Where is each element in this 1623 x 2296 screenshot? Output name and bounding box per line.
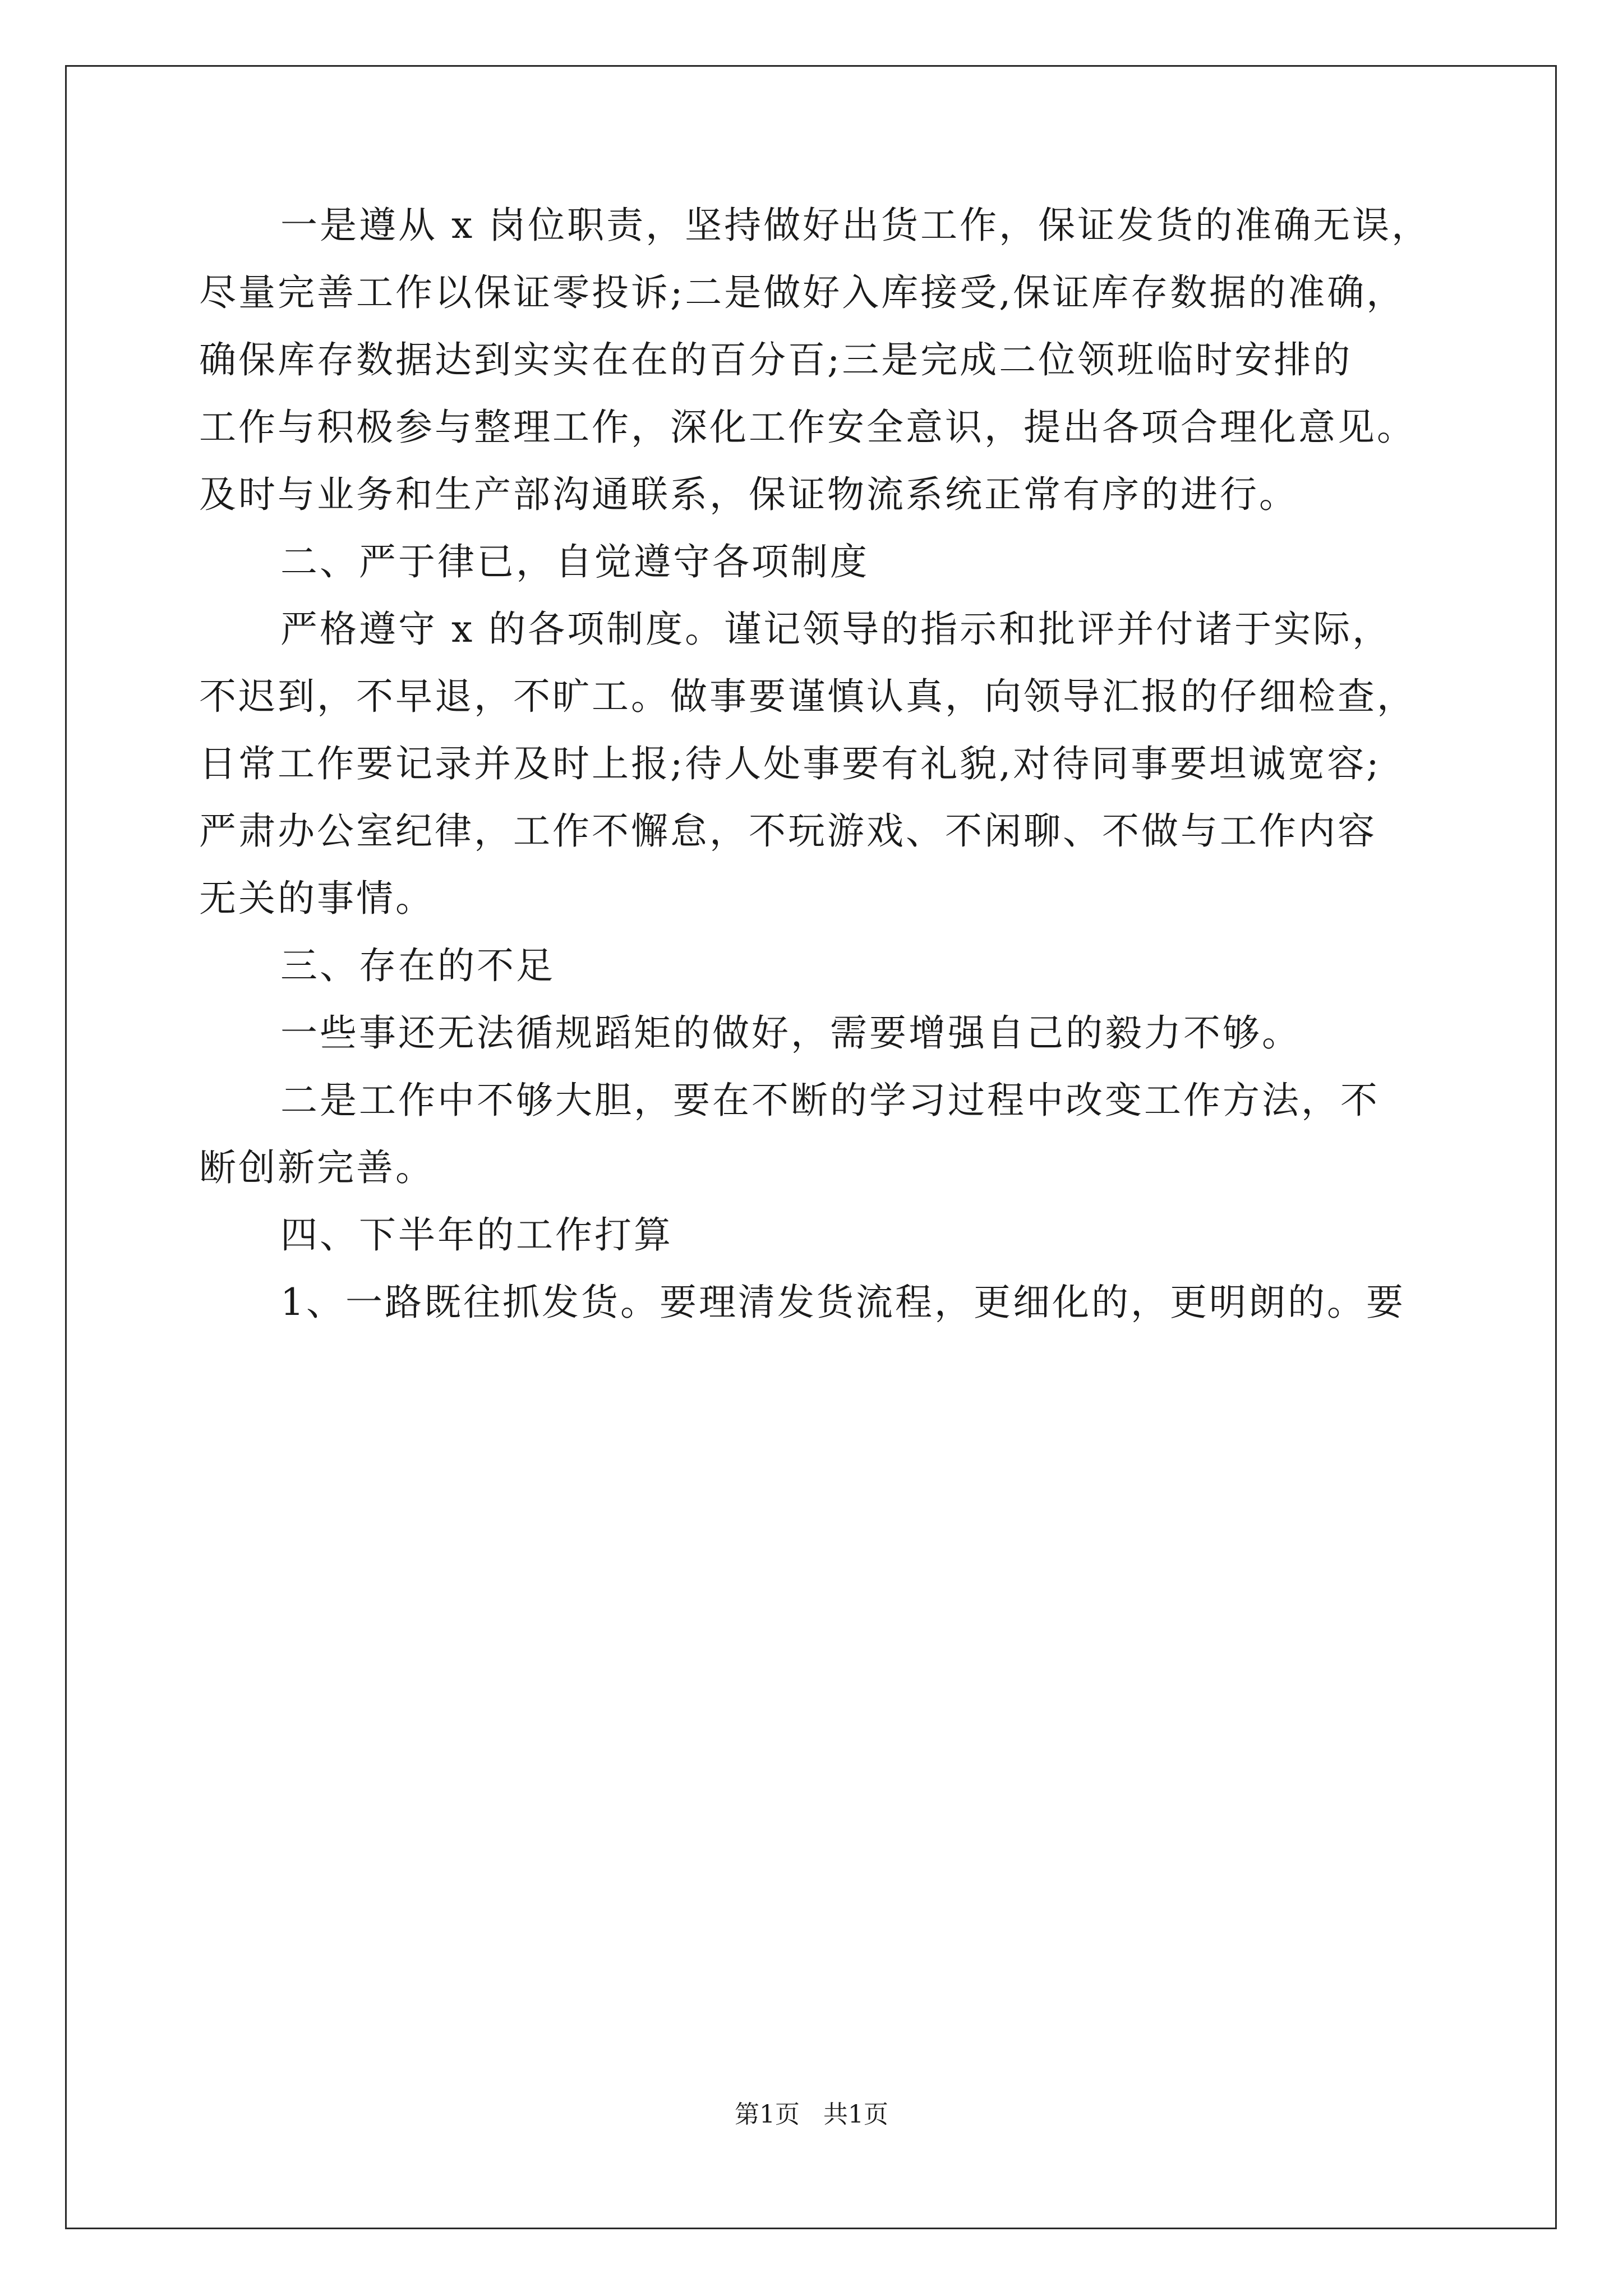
text-line: 无关的事情。 xyxy=(199,877,435,920)
section-heading: 二、严于律已，自觉遵守各项制度 xyxy=(280,540,869,583)
section-heading: 三、存在的不足 xyxy=(280,944,555,987)
page-footer: 第1页 共1页 xyxy=(735,2100,888,2129)
text-line: 及时与业务和生产部沟通联系，保证物流系统正常有序的进行。 xyxy=(199,473,1298,516)
text-line: 一是遵从 x 岗位职责，坚持做好出货工作，保证发货的准确无误， xyxy=(280,204,1431,247)
text-line: 断创新完善。 xyxy=(199,1146,435,1189)
text-line: 确保库存数据达到实实在在的百分百;三是完成二位领班临时安排的 xyxy=(199,338,1353,381)
text-line: 二是工作中不够大胆，要在不断的学习过程中改变工作方法，不 xyxy=(280,1079,1380,1122)
text-line: 不迟到，不早退，不旷工。做事要谨慎认真，向领导汇报的仔细检查， xyxy=(199,675,1416,718)
text-line: 一些事还无法循规蹈矩的做好，需要增强自己的毅力不够。 xyxy=(280,1011,1301,1055)
text-line: 日常工作要记录并及时上报;待人处事要有礼貌,对待同事要坦诚宽容; xyxy=(199,742,1381,785)
text-line: 严肃办公室纪律，工作不懈怠，不玩游戏、不闲聊、不做与工作内容 xyxy=(199,809,1377,853)
section-heading: 四、下半年的工作打算 xyxy=(280,1213,673,1257)
text-line: 尽量完善工作以保证零投诉;二是做好入库接受,保证库存数据的准确， xyxy=(199,271,1406,314)
text-line: 严格遵守 x 的各项制度。谨记领导的指示和批评并付诸于实际， xyxy=(280,608,1392,651)
text-line: 1、一路既往抓发货。要理清发货流程，更细化的，更明朗的。要 xyxy=(280,1281,1405,1324)
text-line: 工作与积极参与整理工作，深化工作安全意识，提出各项合理化意见。 xyxy=(199,406,1416,449)
